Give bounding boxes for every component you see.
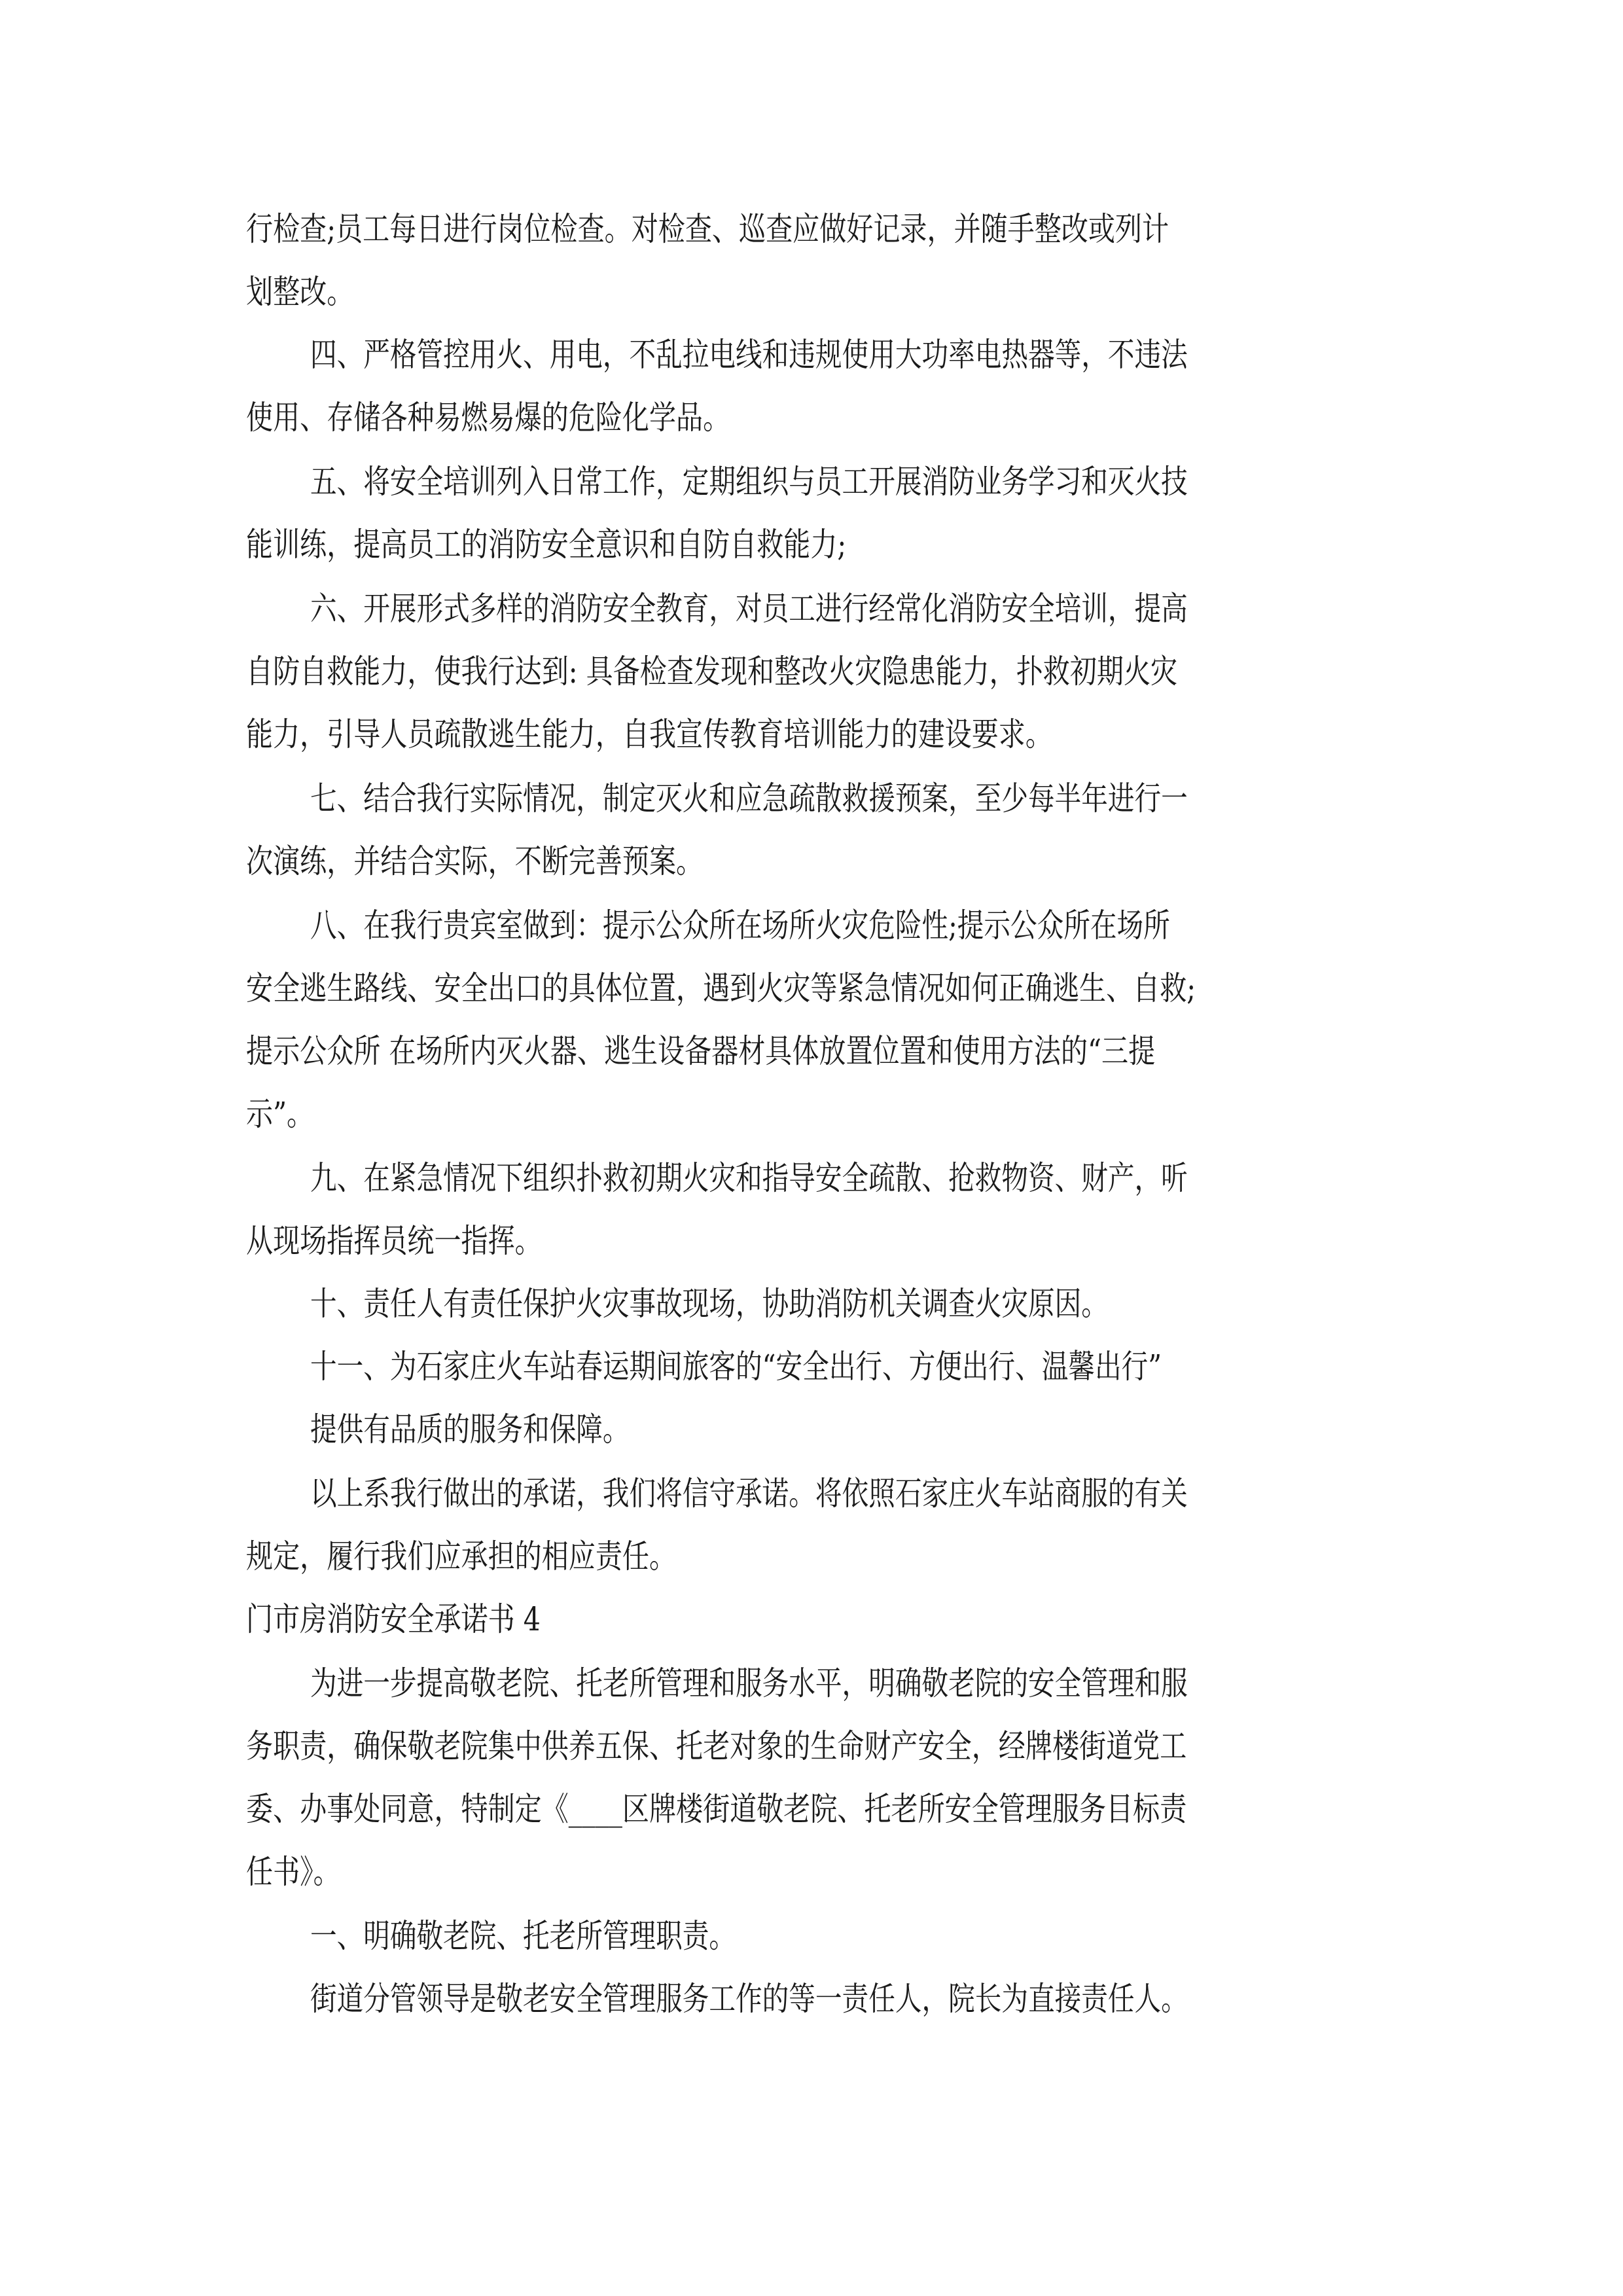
line-text: 务职责，确保敬老院集中供养五保、托老对象的生命财产安全，经牌楼街道党工 — [246, 1727, 1187, 1765]
line-text: 五、将安全培训列入日常工作，定期组织与员工开展消防业务学习和灭火技 — [310, 463, 1188, 501]
line-text: 次演练，并结合实际，不断完善预案。 — [246, 842, 704, 880]
text-line — [0, 1967, 1623, 2030]
line-text: 七、结合我行实际情况，制定灭火和应急疏散救援预案，至少每半年进行一 — [310, 780, 1188, 817]
line-text: 规定，履行我们应承担的相应责任。 — [246, 1537, 677, 1575]
text-line — [0, 260, 1623, 323]
text-line — [0, 198, 1623, 260]
line-text: 自防自救能力，使我行达到: 具备检查发现和整改火灾隐患能力，扑救初期火灾 — [246, 653, 1178, 691]
line-text: 九、在紧急情况下组织扑救初期火灾和指导安全疏散、抢救物资、财产，听 — [310, 1159, 1188, 1197]
text-line — [0, 767, 1623, 830]
line-text: 安全逃生路线、安全出口的具体位置，遇到火灾等紧急情况如何正确逃生、自救; — [246, 969, 1196, 1007]
line-text: 委、办事处同意，特制定《____区牌楼街道敬老院、托老所安全管理服务目标责 — [246, 1790, 1187, 1828]
text-line — [0, 1398, 1623, 1461]
line-text: 四、严格管控用火、用电，不乱拉电线和违规使用大功率电热器等，不违法 — [310, 336, 1188, 374]
line-text: 任书》。 — [246, 1853, 340, 1891]
text-line — [0, 1462, 1623, 1525]
line-text: 以上系我行做出的承诺，我们将信守承诺。将依照石家庄火车站商服的有关 — [310, 1475, 1188, 1513]
text-line — [0, 450, 1623, 513]
text-line — [0, 1272, 1623, 1335]
text-line — [0, 894, 1623, 957]
text-line — [0, 1905, 1623, 1967]
text-line — [0, 1335, 1623, 1398]
line-text: 一、明确敬老院、托老所管理职责。 — [310, 1917, 736, 1955]
text-line — [0, 577, 1623, 640]
text-line — [0, 1652, 1623, 1715]
line-text: 十、责任人有责任保护火灾事故现场，协助消防机关调查火灾原因。 — [310, 1285, 1108, 1323]
text-line — [0, 1525, 1623, 1588]
line-text: 八、在我行贵宾室做到：提示公众所在场所火灾危险性;提示公众所在场所 — [310, 906, 1170, 944]
line-text: 示”。 — [246, 1095, 314, 1133]
text-line — [0, 386, 1623, 449]
text-line — [0, 830, 1623, 893]
line-text: 从现场指挥员统一指挥。 — [246, 1222, 542, 1260]
text-line — [0, 1210, 1623, 1272]
line-text: 提示公众所 在场所内灭火器、逃生设备器材具体放置位置和使用方法的“三提 — [246, 1032, 1156, 1070]
line-text: 能力，引导人员疏散逃生能力，自我宣传教育培训能力的建设要求。 — [246, 715, 1052, 753]
line-text: 门市房消防安全承诺书 4 — [246, 1600, 541, 1638]
line-text: 行检查;员工每日进行岗位检查。对检查、巡查应做好记录，并随手整改或列计 — [246, 210, 1169, 248]
line-text: 为进一步提高敬老院、托老所管理和服务水平，明确敬老院的安全管理和服 — [310, 1664, 1188, 1702]
text-line — [0, 1778, 1623, 1840]
text-line — [0, 957, 1623, 1020]
text-line — [0, 1020, 1623, 1083]
text-line — [0, 703, 1623, 766]
text-line — [0, 1840, 1623, 1903]
text-line — [0, 1083, 1623, 1145]
line-text: 使用、存储各种易燃易爆的危险化学品。 — [246, 399, 730, 437]
text-line — [0, 1715, 1623, 1778]
line-text: 十一、为石家庄火车站春运期间旅客的“安全出行、方便出行、温馨出行” — [310, 1348, 1162, 1386]
text-line — [0, 513, 1623, 576]
line-text: 划整改。 — [246, 273, 354, 311]
text-line — [0, 640, 1623, 703]
line-text: 能训练，提高员工的消防安全意识和自防自救能力; — [246, 526, 847, 564]
text-line — [0, 323, 1623, 386]
line-text: 街道分管领导是敬老安全管理服务工作的等一责任人，院长为直接责任人。 — [310, 1980, 1188, 2018]
line-text: 提供有品质的服务和保障。 — [310, 1410, 630, 1448]
section-heading — [0, 1588, 1623, 1651]
text-line — [0, 1147, 1623, 1210]
line-text: 六、开展形式多样的消防安全教育，对员工进行经常化消防安全培训，提高 — [310, 590, 1188, 628]
